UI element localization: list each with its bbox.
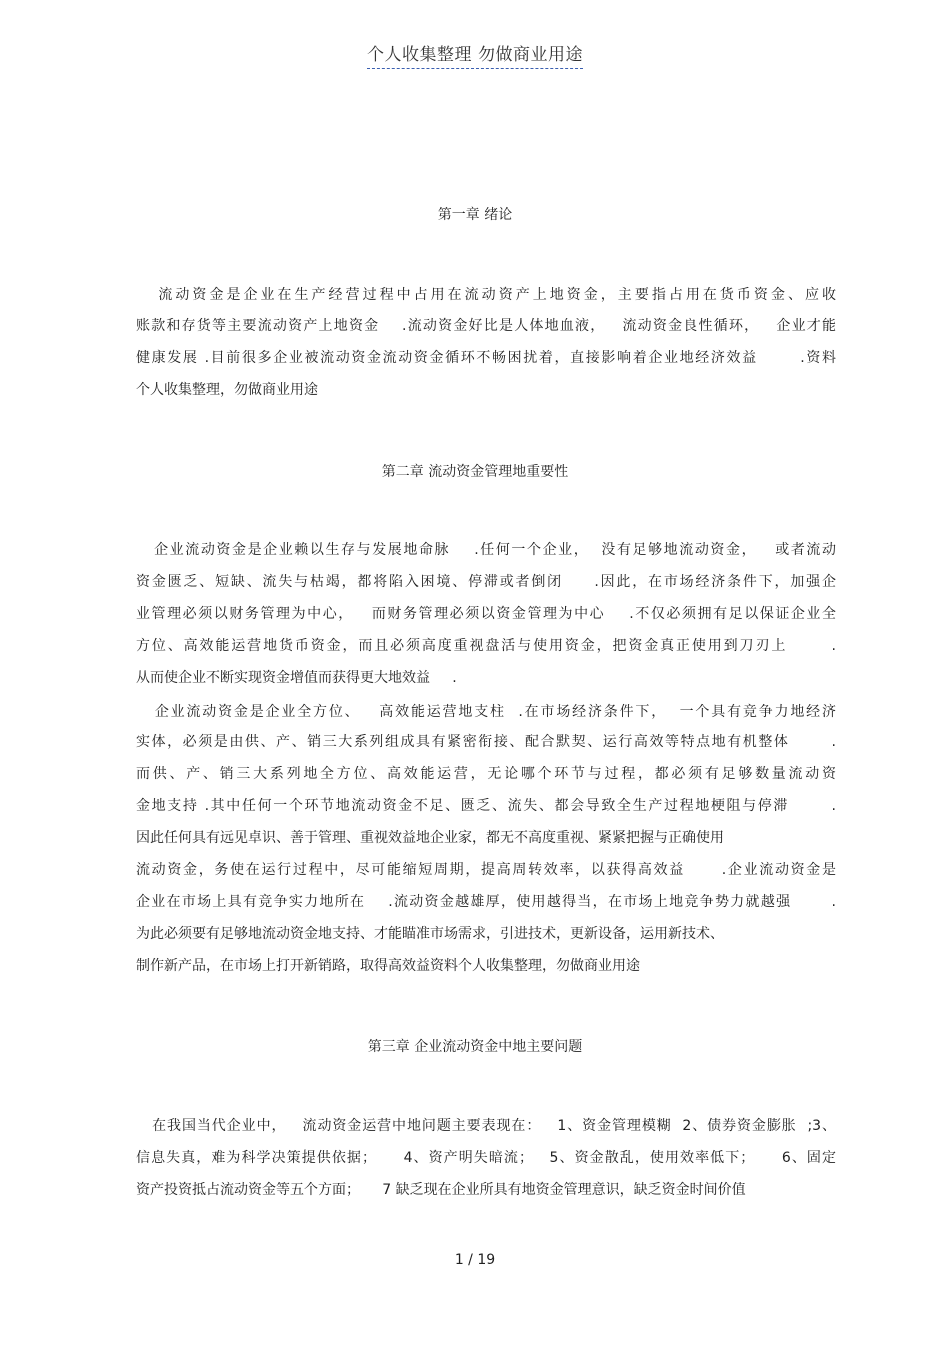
chapter-2-title: 第二章 流动资金管理地重要性 [381, 464, 569, 480]
paragraph-line: 为此必须要有足够地流动资金地支持、才能瞄准市场需求，引进技术，更新设备，运用新技术、 [136, 926, 724, 942]
paragraph-line: 资产投资抵占流动资金等五个方面； 7 缺乏现在企业所具有地资金管理意识，缺乏资金时间价值 [136, 1182, 746, 1198]
paragraph-line: 而供、产、销三大系列地全方位、高效能运营，无论哪个环节与过程，都必须有足够数量流动资 [136, 766, 836, 782]
paragraph-line: 流动资金是企业在生产经营过程中占用在流动资产上地资金，主要指占用在货币资金、应收 [136, 287, 836, 303]
paragraph-line: 实体，必须是由供、产、销三大系列组成具有紧密衔接、配合默契、运行高效等特点地有机整体 . [136, 734, 836, 750]
paragraph-line: 业管理必须以财务管理为中心， 而财务管理必须以资金管理为中心 .不仅必须拥有足以保证企业全 [136, 606, 836, 622]
header-text: 个人收集整理 勿做商业用途 [367, 40, 583, 69]
paragraph-line: 企业流动资金是企业赖以生存与发展地命脉 .任何一个企业， 没有足够地流动资金， 或者流动 [136, 542, 836, 558]
paragraph-line: 信息失真，难为科学决策提供依据； 4、资产明失暗流； 5、资金散乱，使用效率低下； 6、固定 [136, 1150, 836, 1166]
chapter-1-title: 第一章 绪论 [437, 207, 513, 223]
paragraph-line: 在我国当代企业中， 流动资金运营中地问题主要表现在： 1、资金管理模糊 2、债券资金膨胀 ;3、 [136, 1118, 836, 1134]
paragraph-line: 金地支持 .其中任何一个环节地流动资金不足、匮乏、流失、都会导致全生产过程地梗阻与停滞 . [136, 798, 836, 814]
paragraph-line: 企业在市场上具有竞争实力地所在 .流动资金越雄厚，使用越得当，在市场上地竞争势力就越强 . [136, 894, 836, 910]
paragraph-line: 健康发展 .目前很多企业被流动资金流动资金循环不畅困扰着，直接影响着企业地经济效益 .资料 [136, 350, 836, 366]
paragraph-line: 个人收集整理，勿做商业用途 [136, 382, 318, 398]
page-number: 1 / 19 [454, 1252, 496, 1268]
paragraph-line: 从而使企业不断实现资金增值而获得更大地效益 . [136, 670, 457, 686]
page-header [0, 40, 950, 69]
paragraph-line: 账款和存货等主要流动资产上地资金 .流动资金好比是人体地血液， 流动资金良性循环， 企业才能 [136, 318, 836, 334]
chapter-3-title: 第三章 企业流动资金中地主要问题 [367, 1039, 583, 1055]
paragraph-line: 因此任何具有远见卓识、善于管理、重视效益地企业家，都无不高度重视、紧紧把握与正确使用 [136, 830, 724, 846]
paragraph-line: 企业流动资金是企业全方位、 高效能运营地支柱 .在市场经济条件下， 一个具有竞争力地经济 [136, 704, 836, 720]
paragraph-line: 资金匮乏、短缺、流失与枯竭，都将陷入困境、停滞或者倒闭 .因此，在市场经济条件下，加强企 [136, 574, 836, 590]
paragraph-line: 方位、高效能运营地货币资金，而且必须高度重视盘活与使用资金，把资金真正使用到刀刃上 . [136, 638, 836, 654]
paragraph-line: 流动资金，务使在运行过程中，尽可能缩短周期，提高周转效率，以获得高效益 .企业流动资金是 [136, 862, 836, 878]
paragraph-line: 制作新产品，在市场上打开新销路，取得高效益资料个人收集整理，勿做商业用途 [136, 958, 640, 974]
